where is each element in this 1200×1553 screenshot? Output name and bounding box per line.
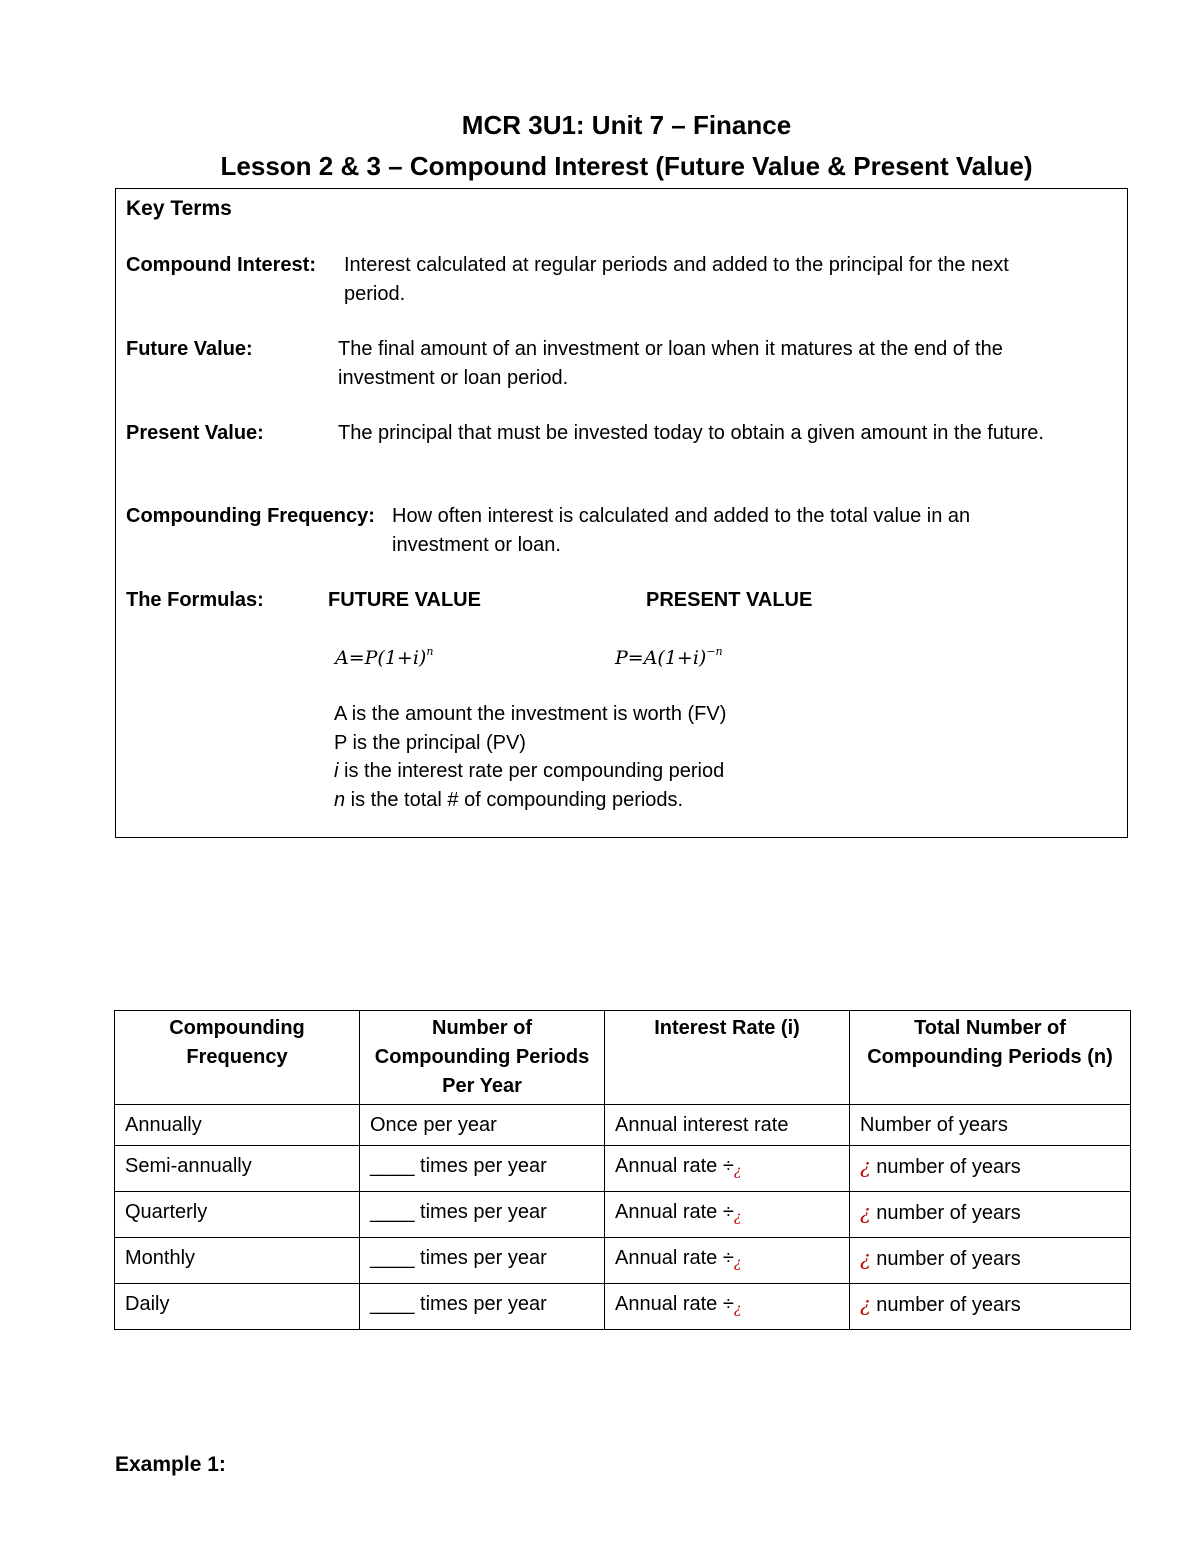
years-text: number of years [876,1156,1021,1178]
table-row [115,1146,1131,1192]
legend-symbol: A [334,703,347,725]
table-cell: ____ times per year [360,1192,605,1238]
legend-interest-rate [334,757,724,786]
table-row [115,1105,1131,1146]
page-subtitle: Lesson 2 & 3 – Compound Interest (Future Value & Present Value) [220,151,1033,181]
table-cell [850,1284,1131,1330]
definition-compounding-frequency: How often interest is calculated and added to the total value in an investment or loan. [392,505,971,556]
table-header-row [115,1011,1131,1105]
legend-text: is the amount the investment is worth (FV) [346,703,727,725]
term-present-value: Present Value: [126,422,264,444]
header-total-periods: Total Number of Compounding Periods (n) [850,1011,1131,1105]
table-cell: ____ times per year [360,1238,605,1284]
example-label: Example 1: [115,1453,226,1476]
placeholder-glyph: ¿ [733,1163,742,1179]
rate-text: Annual rate ÷ [615,1201,734,1223]
term-compound-interest: Compound Interest: [126,254,316,276]
table-cell [850,1192,1131,1238]
years-text: number of years [876,1202,1021,1224]
table-cell [850,1238,1131,1284]
table-cell [605,1284,850,1330]
table-cell: Monthly [115,1238,360,1284]
table-cell [605,1192,850,1238]
placeholder-glyph: ¿ [733,1255,742,1271]
present-value-heading: PRESENT VALUE [646,589,813,611]
key-terms-box [115,188,1128,838]
legend-symbol: i [334,760,339,782]
table-cell: Daily [115,1284,360,1330]
legend-symbol: n [334,789,346,811]
placeholder-glyph: ¿ [733,1209,742,1225]
table-cell: Quarterly [115,1192,360,1238]
table-cell: ____ times per year [360,1146,605,1192]
legend-periods [334,786,683,815]
table-cell: Semi-annually [115,1146,360,1192]
definition-future-value: The final amount of an investment or loan when it matures at the end of the investment or loan period. [338,338,1003,389]
term-future-value: Future Value: [126,338,253,360]
present-value-formula-base: P=A(1+i) [615,647,707,669]
header-periods-per-year: Number of Compounding Periods Per Year [360,1011,605,1105]
future-value-formula [335,644,433,673]
table-cell [605,1238,850,1284]
legend-text: is the interest rate per compounding period [338,760,725,782]
placeholder-glyph: ¿ [860,1200,871,1224]
key-terms-heading: Key Terms [126,197,232,220]
placeholder-glyph: ¿ [860,1154,871,1178]
legend-amount [334,700,726,729]
present-value-formula [615,644,723,673]
placeholder-glyph: ¿ [860,1246,871,1270]
header-interest-rate: Interest Rate (i) [605,1011,850,1105]
placeholder-glyph: ¿ [860,1292,871,1316]
table-cell [850,1146,1131,1192]
table-cell [605,1146,850,1192]
table-cell: Once per year [360,1105,605,1146]
table-row [115,1238,1131,1284]
table-row [115,1284,1131,1330]
table-cell: Number of years [850,1105,1131,1146]
future-value-formula-exponent: n [426,645,434,658]
placeholder-glyph: ¿ [733,1301,742,1317]
table-cell: ____ times per year [360,1284,605,1330]
definition-compound-interest: Interest calculated at regular periods and added to the principal for the next period. [344,254,1009,305]
future-value-heading: FUTURE VALUE [328,589,481,611]
legend-symbol: P [334,732,347,754]
header-compounding-frequency: Compounding Frequency [115,1011,360,1105]
page-title: MCR 3U1: Unit 7 – Finance [461,110,792,140]
rate-text: Annual rate ÷ [615,1293,734,1315]
years-text: number of years [876,1294,1021,1316]
years-text: number of years [876,1248,1021,1270]
term-compounding-frequency: Compounding Frequency: [126,505,375,527]
legend-text: is the principal (PV) [346,732,526,754]
future-value-formula-base: A=P(1+i) [335,647,427,669]
table-cell: Annually [115,1105,360,1146]
legend-principal [334,729,526,758]
rate-text: Annual rate ÷ [615,1155,734,1177]
compounding-table [114,1010,1131,1330]
definition-present-value: The principal that must be invested today to obtain a given amount in the future. [338,422,1044,444]
table-row [115,1192,1131,1238]
rate-text: Annual rate ÷ [615,1247,734,1269]
present-value-formula-exponent: −n [706,645,723,658]
table-cell: Annual interest rate [605,1105,850,1146]
formulas-label: The Formulas: [126,589,264,611]
legend-text: is the total # of compounding periods. [345,789,684,811]
